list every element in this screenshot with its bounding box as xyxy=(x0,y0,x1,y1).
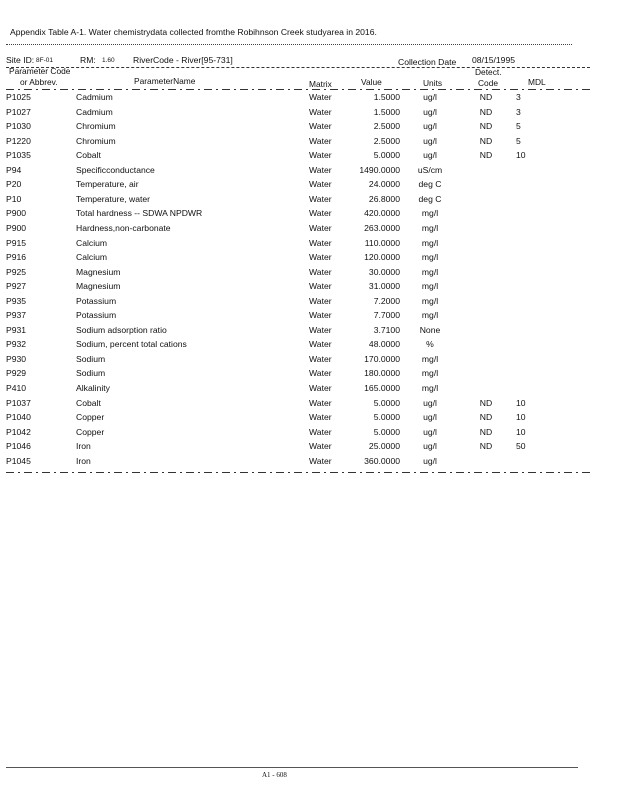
cell-matrix: Water xyxy=(309,106,332,117)
cell-param-name: Copper xyxy=(76,426,105,437)
cell-param-code: P1040 xyxy=(6,412,31,423)
cell-param-code: P932 xyxy=(6,339,27,350)
cell-matrix: Water xyxy=(309,92,332,102)
cell-matrix: Water xyxy=(309,339,332,350)
table-row xyxy=(0,325,600,340)
cell-param-code: P930 xyxy=(6,353,27,364)
cell-value: 1.5000 xyxy=(373,106,400,117)
collection-date-value: 08/15/1995 xyxy=(472,55,516,65)
cell-detect-code: ND xyxy=(479,106,493,117)
cell-matrix: Water xyxy=(309,222,332,233)
cell-matrix: Water xyxy=(309,208,332,219)
table-row xyxy=(0,223,600,238)
cell-value: 7.7000 xyxy=(373,310,400,321)
cell-value: 7.2000 xyxy=(373,295,400,306)
cell-mdl: 5 xyxy=(516,135,521,146)
cell-value: 3.7100 xyxy=(373,324,400,335)
cell-matrix: Water xyxy=(309,179,332,190)
cell-units: mg/l xyxy=(421,252,439,263)
header-units: Units xyxy=(423,78,443,88)
cell-param-name: Iron xyxy=(76,441,91,452)
table-row xyxy=(0,107,600,122)
cell-units: ug/l xyxy=(423,150,437,161)
cell-matrix: Water xyxy=(309,353,332,364)
cell-value: 2.5000 xyxy=(373,121,400,132)
table-row xyxy=(0,310,600,325)
table-row xyxy=(0,383,600,398)
cell-param-code: P410 xyxy=(6,383,27,393)
cell-param-code: P929 xyxy=(6,368,27,379)
cell-param-code: P900 xyxy=(6,222,27,233)
cell-matrix: Water xyxy=(309,383,332,393)
cell-matrix: Water xyxy=(309,150,332,161)
cell-param-name: Sodium, percent total cations xyxy=(76,339,187,350)
cell-value: 180.0000 xyxy=(364,368,400,379)
cell-units: deg C xyxy=(418,193,442,204)
header-param-code-line2: or Abbrev. xyxy=(20,77,58,87)
cell-mdl: 10 xyxy=(516,426,526,437)
cell-units: mg/l xyxy=(421,237,439,248)
cell-value: 31.0000 xyxy=(368,281,400,292)
header-value: Value xyxy=(361,77,382,87)
rm-label: RM: xyxy=(80,55,96,65)
cell-detect-code: ND xyxy=(479,426,493,437)
cell-param-code: P915 xyxy=(6,237,27,248)
cell-units: ug/l xyxy=(423,455,437,466)
cell-param-code: P935 xyxy=(6,295,27,306)
table-row xyxy=(0,281,600,296)
cell-param-code: P94 xyxy=(6,164,22,175)
table-row xyxy=(0,267,600,282)
table-row xyxy=(0,238,600,253)
table-row xyxy=(0,412,600,427)
header-param-name: ParameterName xyxy=(134,76,196,86)
cell-matrix: Water xyxy=(309,252,332,263)
table-row xyxy=(0,194,600,209)
cell-param-name: Iron xyxy=(76,455,91,466)
cell-units: ug/l xyxy=(423,92,437,102)
cell-units: mg/l xyxy=(421,310,439,321)
table-row xyxy=(0,339,600,354)
cell-value: 25.0000 xyxy=(368,441,400,452)
cell-param-code: P1030 xyxy=(6,121,31,132)
footer-divider xyxy=(6,767,578,768)
cell-mdl: 50 xyxy=(516,441,526,452)
cell-value: 110.0000 xyxy=(364,237,400,248)
table-row xyxy=(0,296,600,311)
cell-matrix: Water xyxy=(309,426,332,437)
cell-matrix: Water xyxy=(309,455,332,466)
table-row xyxy=(0,398,600,413)
header-matrix: Matrix xyxy=(309,79,332,89)
cell-param-code: P1042 xyxy=(6,426,31,437)
cell-param-name: Magnesium xyxy=(76,266,121,277)
cell-param-code: P1046 xyxy=(6,441,31,452)
cell-mdl: 3 xyxy=(516,92,521,102)
cell-mdl: 10 xyxy=(516,150,526,161)
cell-value: 165.0000 xyxy=(364,383,400,393)
table-row xyxy=(0,368,600,383)
cell-matrix: Water xyxy=(309,324,332,335)
table-row xyxy=(0,252,600,267)
cell-param-name: Calcium xyxy=(76,252,108,263)
rm-value: 1.60 xyxy=(102,57,115,64)
cell-mdl: 10 xyxy=(516,412,526,423)
header-detect-line1: Detect. xyxy=(475,67,502,77)
cell-param-name: Temperature, water xyxy=(76,193,151,204)
cell-param-code: P1220 xyxy=(6,135,31,146)
cell-units: ug/l xyxy=(423,106,437,117)
site-id-value: 8F-01 xyxy=(36,57,53,64)
cell-matrix: Water xyxy=(309,237,332,248)
table-end-divider xyxy=(6,472,590,473)
page-number: A1 - 608 xyxy=(262,771,287,779)
cell-mdl: 5 xyxy=(516,121,521,132)
cell-matrix: Water xyxy=(309,121,332,132)
cell-units: ug/l xyxy=(423,441,437,452)
cell-units: ug/l xyxy=(423,426,437,437)
cell-units: mg/l xyxy=(421,281,439,292)
cell-units: deg C xyxy=(418,179,442,190)
cell-detect-code: ND xyxy=(479,135,493,146)
cell-units: % xyxy=(426,339,434,350)
cell-detect-code: ND xyxy=(479,441,493,452)
cell-value: 5.0000 xyxy=(373,426,400,437)
cell-value: 170.0000 xyxy=(364,353,400,364)
cell-param-name: Alkalinity xyxy=(76,383,110,393)
cell-units: mg/l xyxy=(421,295,439,306)
cell-value: 263.0000 xyxy=(364,222,400,233)
cell-param-code: P1037 xyxy=(6,397,31,408)
collection-date-label: Collection Date xyxy=(398,57,457,67)
cell-units: mg/l xyxy=(421,222,439,233)
cell-param-name: Sodium xyxy=(76,368,106,379)
site-id-label: Site ID: xyxy=(6,55,35,65)
cell-value: 30.0000 xyxy=(368,266,400,277)
cell-param-code: P1045 xyxy=(6,455,31,466)
cell-value: 1.5000 xyxy=(373,92,400,102)
cell-param-code: P931 xyxy=(6,324,27,335)
table-title: Appendix Table A-1. Water chemistrydata collected fromthe Robihnson Creek studyarea in 2016. xyxy=(10,27,377,37)
cell-detect-code: ND xyxy=(479,412,493,423)
cell-detect-code: ND xyxy=(479,397,493,408)
cell-units: uS/cm xyxy=(417,164,443,175)
cell-param-name: Temperature, air xyxy=(76,179,139,190)
cell-units: ug/l xyxy=(423,412,437,423)
cell-param-name: Cadmium xyxy=(76,92,113,102)
table-row xyxy=(0,354,600,369)
cell-value: 5.0000 xyxy=(373,397,400,408)
cell-param-name: Sodium xyxy=(76,353,106,364)
cell-value: 5.0000 xyxy=(373,412,400,423)
table-row xyxy=(0,136,600,151)
cell-matrix: Water xyxy=(309,295,332,306)
cell-units: mg/l xyxy=(421,368,439,379)
cell-param-name: Cadmium xyxy=(76,106,113,117)
cell-value: 2.5000 xyxy=(373,135,400,146)
cell-matrix: Water xyxy=(309,135,332,146)
table-row xyxy=(0,165,600,180)
cell-param-code: P20 xyxy=(6,179,22,190)
cell-param-name: Chromium xyxy=(76,135,116,146)
cell-matrix: Water xyxy=(309,310,332,321)
header-mdl: MDL xyxy=(528,77,546,87)
cell-param-name: Calcium xyxy=(76,237,108,248)
cell-param-name: Potassium xyxy=(76,295,117,306)
cell-param-name: Hardness,non-carbonate xyxy=(76,222,171,233)
cell-param-code: P916 xyxy=(6,252,27,263)
cell-units: mg/l xyxy=(421,266,439,277)
cell-param-name: Magnesium xyxy=(76,281,121,292)
cell-units: mg/l xyxy=(421,353,439,364)
cell-matrix: Water xyxy=(309,281,332,292)
cell-param-code: P927 xyxy=(6,281,27,292)
title-divider xyxy=(6,44,572,45)
table-row xyxy=(0,208,600,223)
header-param-code-line1: Parameter Code xyxy=(9,66,71,76)
cell-detect-code: ND xyxy=(479,150,493,161)
cell-value: 24.0000 xyxy=(368,179,400,190)
cell-value: 120.0000 xyxy=(364,252,400,263)
table-row xyxy=(0,456,600,471)
cell-units: ug/l xyxy=(423,397,437,408)
river-code: RiverCode - River[95-731] xyxy=(133,55,233,65)
cell-param-code: P1035 xyxy=(6,150,31,161)
cell-param-code: P937 xyxy=(6,310,27,321)
cell-param-name: Copper xyxy=(76,412,105,423)
table-row xyxy=(0,121,600,136)
cell-value: 26.8000 xyxy=(368,193,400,204)
cell-value: 48.0000 xyxy=(368,339,400,350)
cell-param-name: Chromium xyxy=(76,121,116,132)
cell-param-name: Total hardness -- SDWA NPDWR xyxy=(76,208,203,219)
cell-matrix: Water xyxy=(309,164,332,175)
cell-matrix: Water xyxy=(309,368,332,379)
cell-units: mg/l xyxy=(421,208,439,219)
cell-matrix: Water xyxy=(309,266,332,277)
table-row xyxy=(0,179,600,194)
cell-detect-code: ND xyxy=(479,92,493,102)
cell-value: 420.0000 xyxy=(364,208,400,219)
cell-mdl: 3 xyxy=(516,106,521,117)
cell-units: ug/l xyxy=(423,135,437,146)
cell-units: ug/l xyxy=(423,121,437,132)
cell-value: 5.0000 xyxy=(373,150,400,161)
cell-param-code: P1025 xyxy=(6,92,31,102)
cell-param-code: P10 xyxy=(6,193,22,204)
cell-matrix: Water xyxy=(309,193,332,204)
cell-mdl: 10 xyxy=(516,397,526,408)
cell-param-name: Cobalt xyxy=(76,150,101,161)
cell-matrix: Water xyxy=(309,441,332,452)
table-row xyxy=(0,427,600,442)
cell-value: 1490.0000 xyxy=(359,164,400,175)
cell-units: None xyxy=(419,324,441,335)
meta-divider xyxy=(6,67,590,68)
table-row xyxy=(0,150,600,165)
cell-param-name: Specificconductance xyxy=(76,164,155,175)
header-detect-line2: Code xyxy=(478,78,499,88)
cell-detect-code: ND xyxy=(479,121,493,132)
cell-param-name: Sodium adsorption ratio xyxy=(76,324,167,335)
cell-param-code: P900 xyxy=(6,208,27,219)
cell-matrix: Water xyxy=(309,397,332,408)
table-row xyxy=(0,441,600,456)
cell-param-name: Potassium xyxy=(76,310,117,321)
cell-param-name: Cobalt xyxy=(76,397,101,408)
cell-param-code: P925 xyxy=(6,266,27,277)
cell-matrix: Water xyxy=(309,412,332,423)
header-divider xyxy=(6,89,590,90)
cell-value: 360.0000 xyxy=(364,455,400,466)
cell-param-code: P1027 xyxy=(6,106,31,117)
table-row xyxy=(0,92,600,107)
cell-units: mg/l xyxy=(421,383,439,393)
